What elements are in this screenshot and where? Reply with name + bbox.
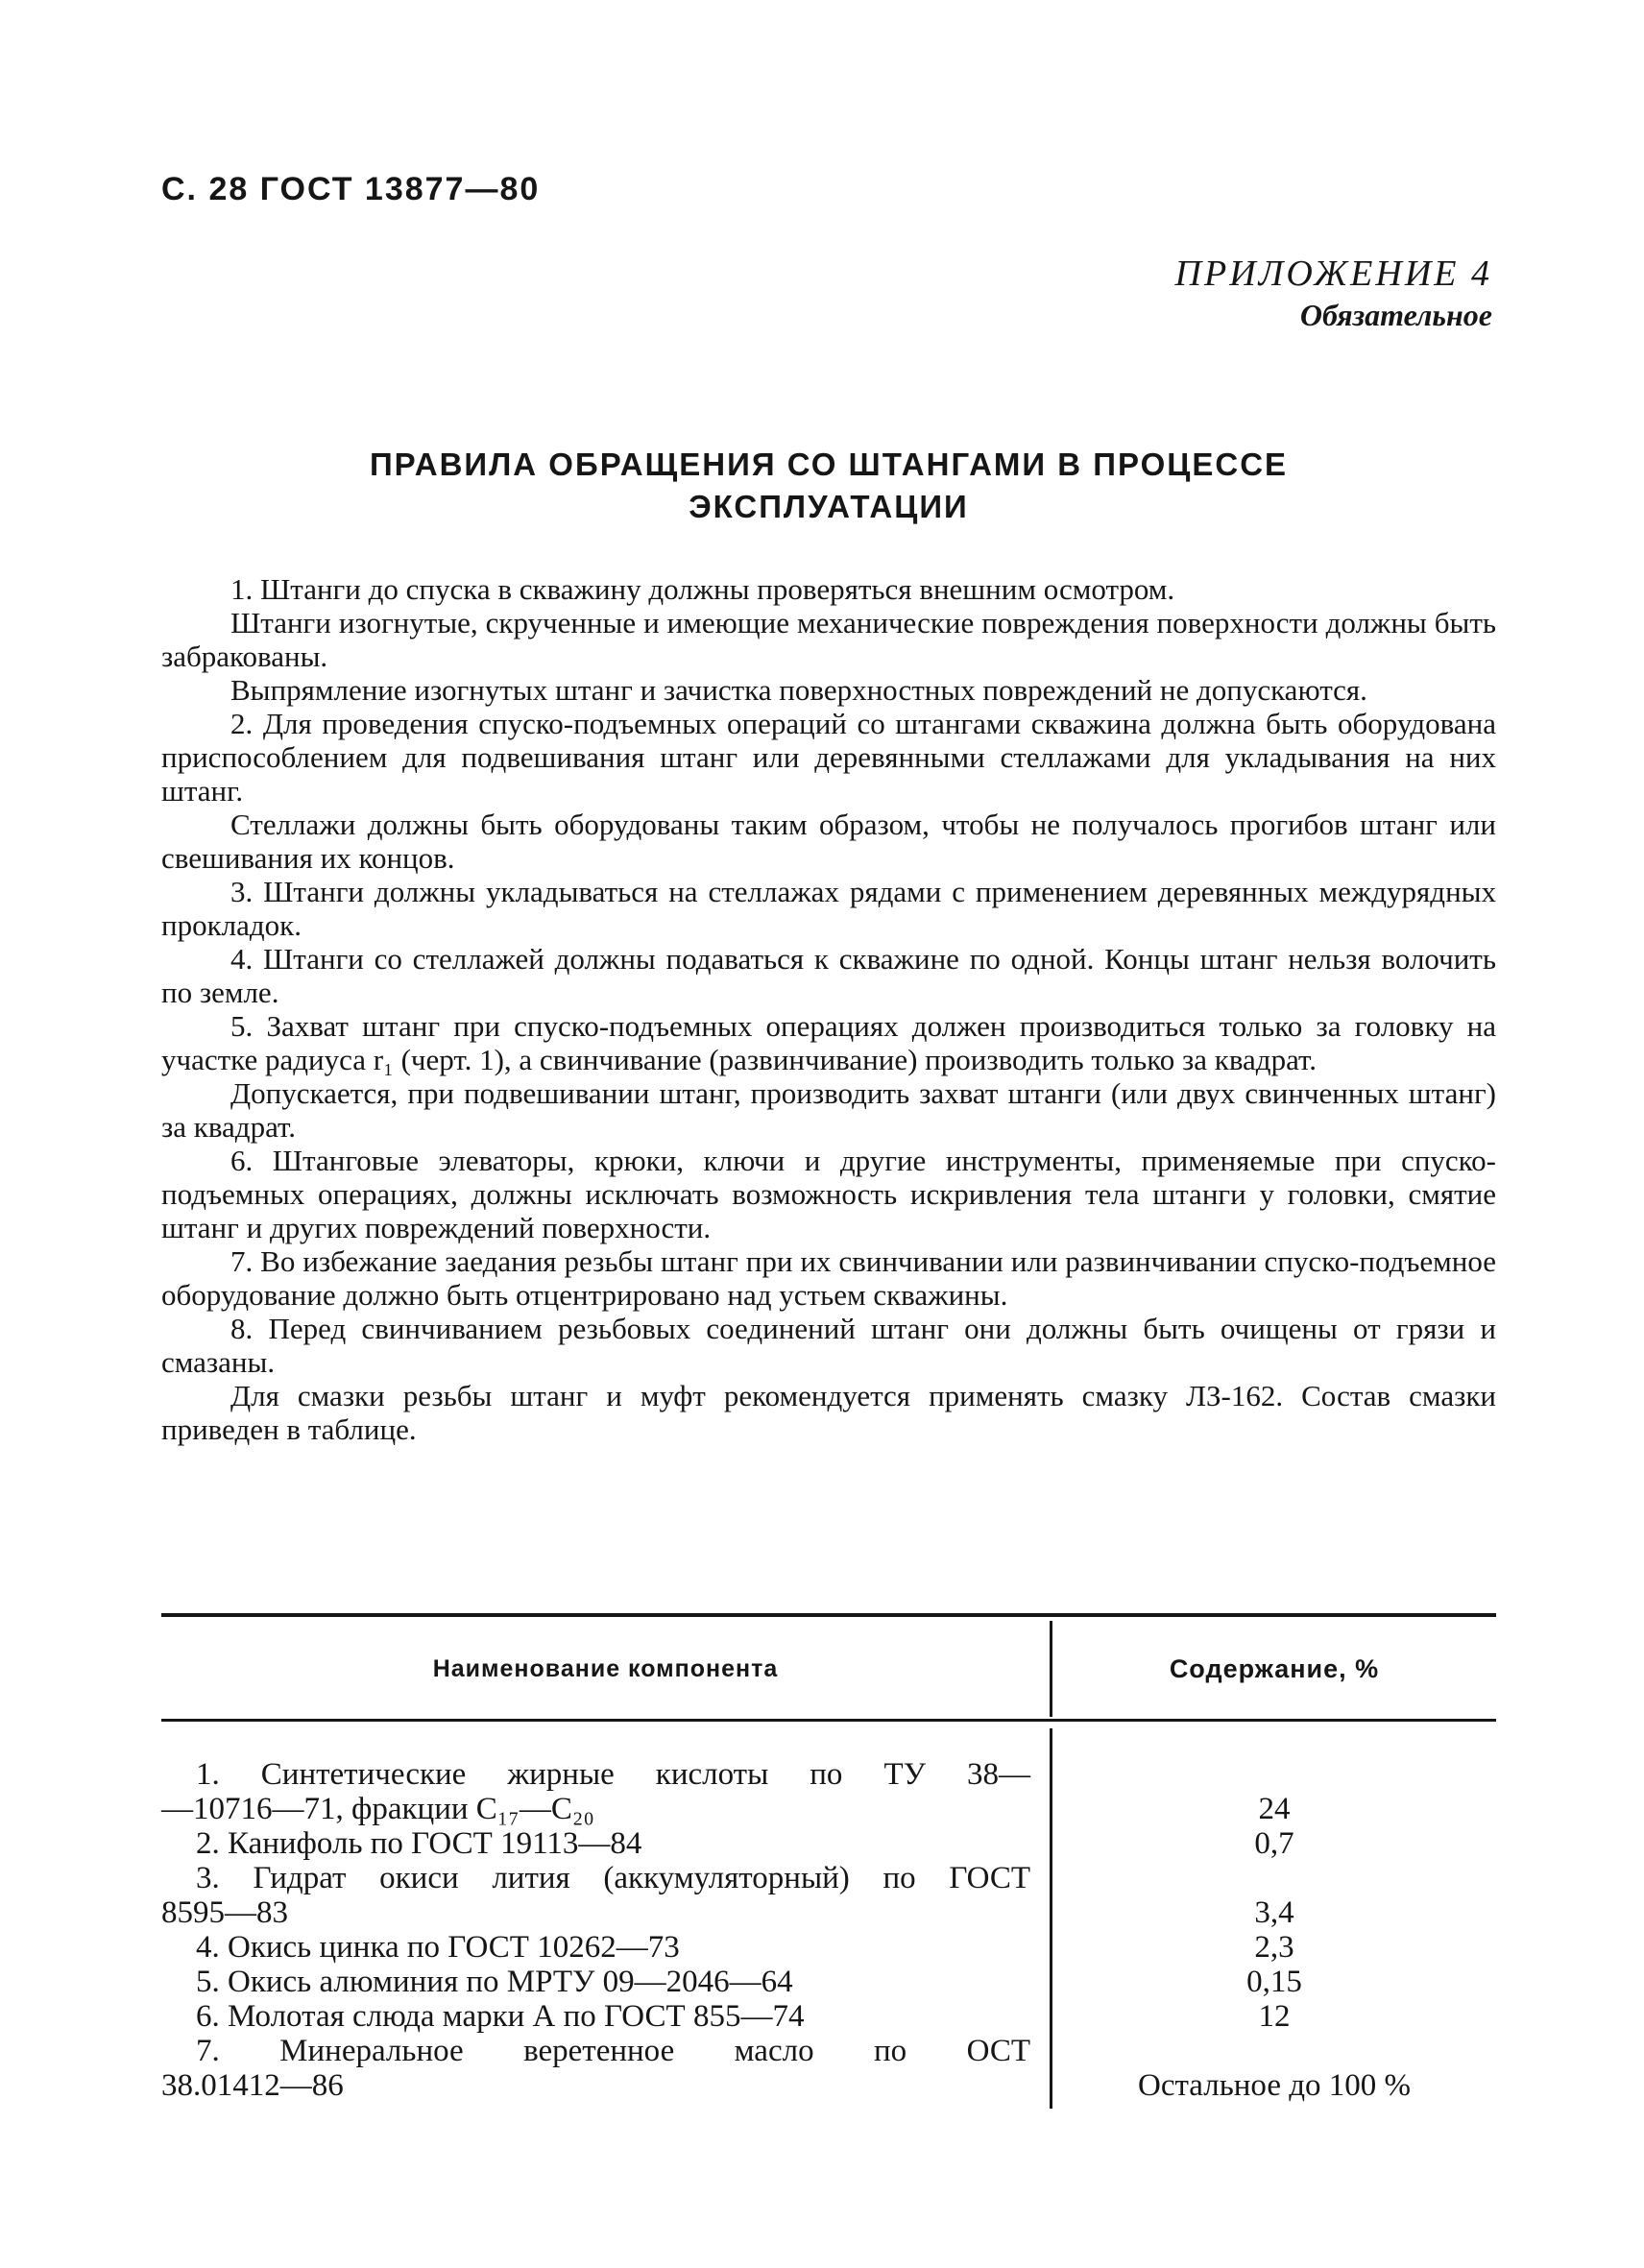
component-name [161,2034,1030,2103]
component-name [161,1930,1030,1965]
component-content [1052,1861,1496,1930]
table-row [161,2034,1496,2103]
table-row [161,1757,1496,1826]
lubricant-composition-table [161,1613,1496,2112]
table-row [161,1930,1496,1965]
appendix-subtitle: Обязательное [1299,298,1492,332]
component-content [1052,1930,1496,1965]
paragraph: 8. Перед свинчиванием резьбовых соединений штанг они должны быть очищены от грязи и смазаны. [161,1312,1496,1379]
paragraph: Для смазки резьбы штанг и муфт рекомендуется применять смазку ЛЗ-162. Состав смазки приведен в таблице. [161,1379,1496,1446]
component-content-value: 0,7 [1254,1826,1294,1861]
component-content-value: Остальное до 100 % [1138,2068,1411,2103]
component-name-line: 7. Минеральное веретенное масло по ОСТ [196,2034,1030,2068]
paragraph: 6. Штанговые элеваторы, крюки, ключи и другие инструменты, применяемые при спуско-подъемных операциях, должны исключать возможность искривления тела штанги у головки, смятие штанг и других повреждений поверхности. [161,1144,1496,1244]
column-header-name: Наименование компонента [432,1654,779,1682]
paragraph: Допускается, при подвешивании штанг, производить захват штанги (или двух свинченных штанг) за квадрат. [161,1076,1496,1144]
paragraph: Штанги изогнутые, скрученные и имеющие механические повреждения поверхности должны быть забракованы. [161,606,1496,673]
table-body [161,1757,1496,2103]
component-content [1052,2034,1496,2103]
component-name-line: 5. Окись алюминия по МРТУ 09—2046—64 [196,1965,793,1999]
component-name-line: 6. Молотая слюда марки А по ГОСТ 855—74 [196,1999,805,2034]
component-name-line: 2. Канифоль по ГОСТ 19113—84 [196,1826,642,1861]
paragraph: Выпрямление изогнутых штанг и зачистка поверхностных повреждений не допускаются. [230,673,1367,707]
component-name [161,1965,1030,1999]
column-header-content: Содержание, % [1169,1653,1380,1683]
component-name-line: 4. Окись цинка по ГОСТ 10262—73 [196,1930,680,1965]
component-content [1052,1826,1496,1861]
component-name [161,1861,1030,1930]
component-content-value: 24 [1258,1792,1291,1826]
table-row [161,1861,1496,1930]
component-name [161,1826,1030,1861]
table-row [161,1826,1496,1861]
component-name [161,1757,1030,1826]
component-content [1052,1757,1496,1826]
paragraph: 4. Штанги со стеллажей должны подаваться к скважине по одной. Концы штанг нельзя волочить по земле. [161,942,1496,1009]
component-name [161,1999,1030,2034]
component-content-value: 2,3 [1254,1930,1294,1965]
component-name-line: —10716—71, фракции C₁₇—C₂₀ [161,1792,594,1826]
component-content-value: 12 [1258,1999,1291,2034]
paragraph: 3. Штанги должны укладываться на стеллажах рядами с применением деревянных междурядных прокладок. [161,875,1496,942]
page-header: С. 28 ГОСТ 13877—80 [161,171,541,207]
table-header-rule [161,1719,1496,1722]
document-title-line-1: ПРАВИЛА ОБРАЩЕНИЯ СО ШТАНГАМИ В ПРОЦЕССЕ [369,446,1289,482]
document-title [161,444,1496,528]
component-name-line: 8595—83 [161,1895,288,1930]
component-content-value: 3,4 [1254,1895,1294,1930]
table-row [161,1965,1496,1999]
paragraph: Стеллажи должны быть оборудованы таким образом, чтобы не получалось прогибов штанг или свешивания их концов. [161,808,1496,875]
document-body [161,572,1496,1446]
appendix-title: ПРИЛОЖЕНИЕ 4 [1174,253,1492,294]
paragraph: 7. Во избежание заедания резьбы штанг при их свинчивании или развинчивании спуско-подъемное оборудование должно быть отцентрировано над устьем скважины. [161,1244,1496,1312]
paragraph: 2. Для проведения спуско-подъемных операций со штангами скважина должна быть оборудована приспособлением для подвешивания штанг или деревянными стеллажами для укладывания на них штанг. [161,707,1496,808]
table-row [161,1999,1496,2034]
component-name-line: 3. Гидрат окиси лития (аккумуляторный) по ГОСТ [196,1861,1030,1895]
appendix-label [1175,252,1492,334]
component-content [1052,1999,1496,2034]
paragraph: 1. Штанги до спуска в скважину должны проверяться внешним осмотром. [230,572,1175,606]
component-name-line: 38.01412—86 [161,2068,344,2103]
paragraph: 5. Захват штанг при спуско-подъемных операциях должен производиться только за головку на участке радиуса r₁ (черт. 1), а свинчивание (развинчивание) производить только за квадрат. [161,1009,1496,1076]
component-content-value: 0,15 [1246,1965,1302,1999]
component-content [1052,1965,1496,1999]
table-top-rule [161,1613,1496,1617]
document-title-line-2: ЭКСПЛУАТАЦИИ [689,489,969,524]
component-name-line: 1. Синтетические жирные кислоты по ТУ 38— [196,1757,1030,1792]
